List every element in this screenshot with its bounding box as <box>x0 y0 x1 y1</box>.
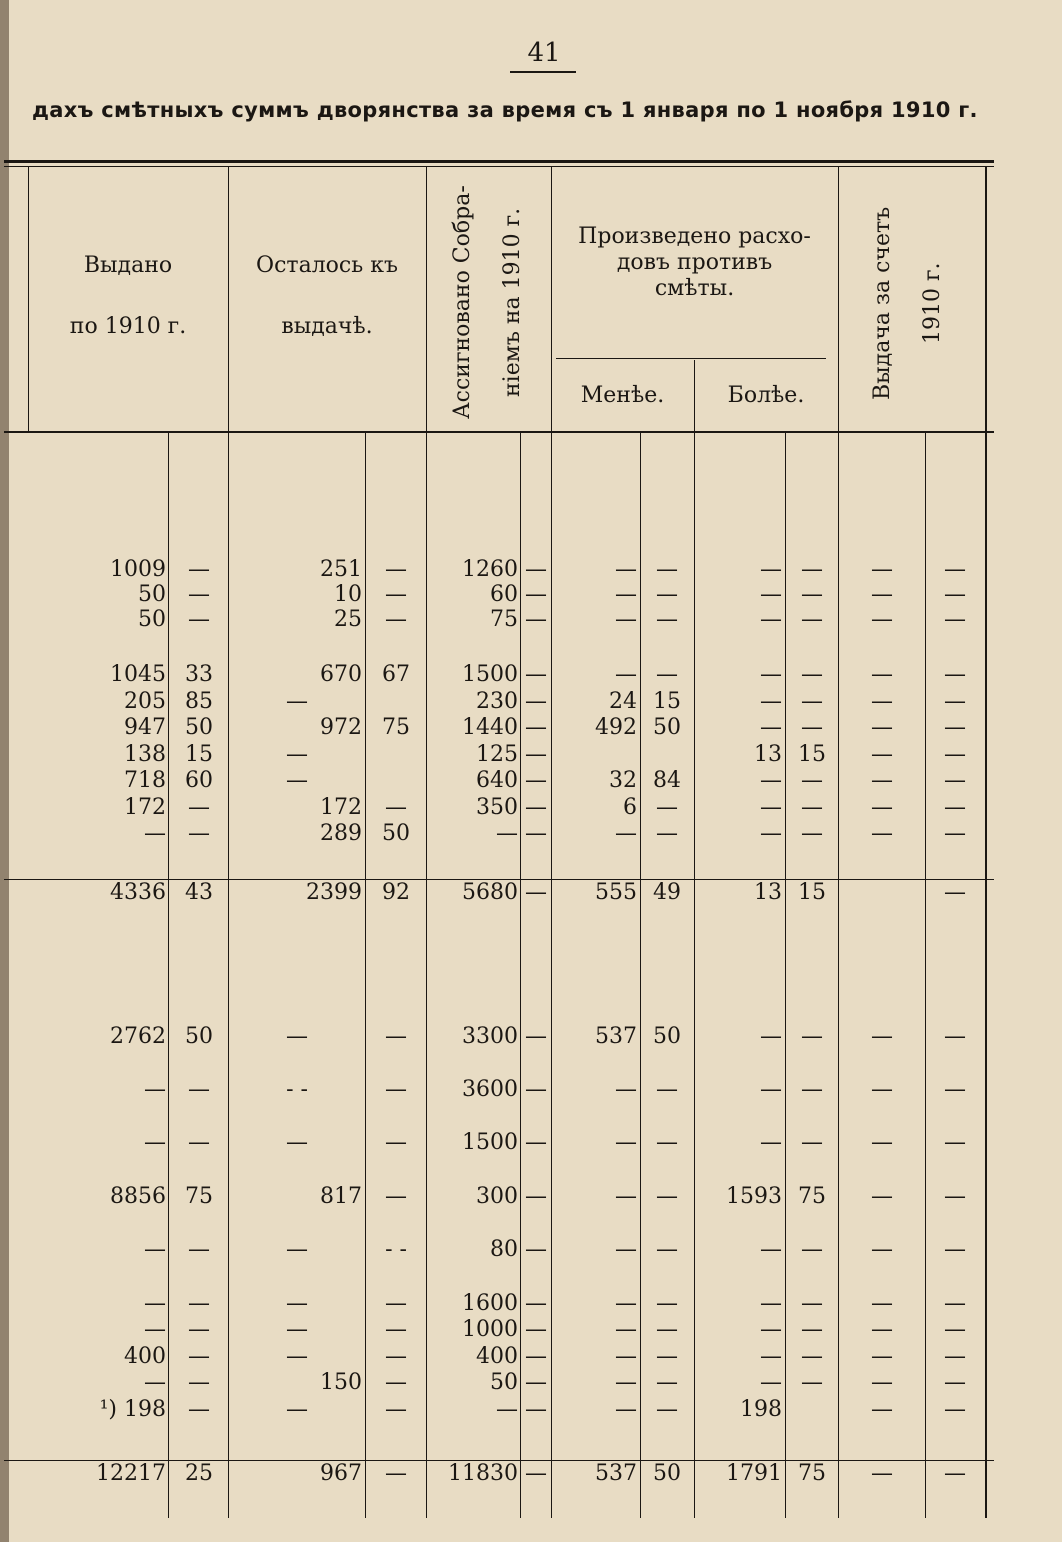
table-cell: 50 <box>382 821 410 846</box>
table-cell: — <box>944 662 966 687</box>
header-divider <box>426 167 427 432</box>
table-cell: 32 <box>609 768 637 793</box>
table-cell: — <box>871 1291 893 1316</box>
table-cell: — <box>525 1397 547 1422</box>
table-cell: — <box>871 795 893 820</box>
table-cell: — <box>385 557 407 582</box>
table-cell: — <box>944 768 966 793</box>
table-cell: 92 <box>382 880 410 905</box>
column-line <box>168 433 169 1518</box>
table-cell: 50 <box>653 1461 681 1486</box>
table-cell: — <box>385 582 407 607</box>
table-cell: 1260 <box>462 557 518 582</box>
table-cell: — <box>525 607 547 632</box>
table-cell: — <box>144 1317 166 1342</box>
table-cell: — <box>871 1130 893 1155</box>
table-cell: 1009 <box>110 557 166 582</box>
table-cell: — <box>525 821 547 846</box>
table-cell: 6 <box>623 795 637 820</box>
table-cell: — <box>871 821 893 846</box>
table-cell: — <box>801 662 823 687</box>
table-cell: — <box>385 1397 407 1422</box>
table-cell: — <box>615 662 637 687</box>
header-divider <box>838 167 839 432</box>
table-cell: — <box>656 1237 678 1262</box>
table-cell: — <box>525 1077 547 1102</box>
table-cell: — <box>385 607 407 632</box>
table-cell: — <box>656 1344 678 1369</box>
header-vydano-1: Выдано <box>83 253 173 278</box>
table-cell: 251 <box>320 557 362 582</box>
table-cell: - - <box>385 1237 407 1262</box>
table-cell: 400 <box>476 1344 518 1369</box>
table-cell: — <box>188 1130 210 1155</box>
table-cell: — <box>385 795 407 820</box>
table-cell: 75 <box>382 715 410 740</box>
table-cell: — <box>656 607 678 632</box>
table-cell: 25 <box>185 1461 213 1486</box>
top-rule-thin <box>4 166 994 167</box>
table-cell: 15 <box>798 742 826 767</box>
table-cell: 172 <box>124 795 166 820</box>
table-cell: — <box>656 1291 678 1316</box>
table-cell: 972 <box>320 715 362 740</box>
table-cell: — <box>944 715 966 740</box>
table-cell: — <box>801 1370 823 1395</box>
table-cell: — <box>944 557 966 582</box>
table-cell: 1500 <box>462 662 518 687</box>
table-cell: 198 <box>740 1397 782 1422</box>
table-cell: 350 <box>476 795 518 820</box>
table-cell: — <box>801 689 823 714</box>
table-cell: — <box>188 557 210 582</box>
table-cell: — <box>525 557 547 582</box>
table-cell: — <box>188 1344 210 1369</box>
table-cell: — <box>525 1024 547 1049</box>
table-cell: — <box>944 582 966 607</box>
header-divider <box>228 167 229 432</box>
table-cell: — <box>188 607 210 632</box>
table-cell: — <box>871 768 893 793</box>
table-cell: 289 <box>320 821 362 846</box>
table-cell: — <box>525 689 547 714</box>
table-cell: — <box>760 1024 782 1049</box>
table-cell: — <box>615 607 637 632</box>
table-cell: — <box>188 821 210 846</box>
column-line <box>785 433 786 1518</box>
table-cell: — <box>944 607 966 632</box>
header-ostalos-1: Осталось къ <box>256 253 398 278</box>
table-cell: — <box>871 742 893 767</box>
table-cell: — <box>188 582 210 607</box>
column-line <box>426 433 427 1518</box>
table-cell: 50 <box>185 1024 213 1049</box>
table-cell: 172 <box>320 795 362 820</box>
table-cell: — <box>144 1237 166 1262</box>
table-cell: — <box>801 1130 823 1155</box>
table-cell: 1440 <box>462 715 518 740</box>
table-cell: 85 <box>185 689 213 714</box>
header-subrule <box>556 358 826 359</box>
table-cell: — <box>944 880 966 905</box>
table-cell: — <box>615 1077 637 1102</box>
table-cell: — <box>760 607 782 632</box>
table-cell: — <box>944 795 966 820</box>
page-number: 41 <box>527 38 561 68</box>
table-cell: — <box>615 1237 637 1262</box>
table-cell: 1045 <box>110 662 166 687</box>
table-cell: 80 <box>490 1237 518 1262</box>
table-cell: — <box>760 715 782 740</box>
table-cell: — <box>656 662 678 687</box>
table-cell: — <box>615 1291 637 1316</box>
table-cell: — <box>525 1317 547 1342</box>
table-cell: 400 <box>124 1344 166 1369</box>
table-cell: — <box>944 1237 966 1262</box>
table-cell: — <box>525 1344 547 1369</box>
table-cell: — <box>286 1237 308 1262</box>
table-cell: 50 <box>185 715 213 740</box>
header-bottom-rule <box>4 431 994 433</box>
table-cell: — <box>286 1291 308 1316</box>
table-cell: — <box>656 1317 678 1342</box>
table-cell: 718 <box>124 768 166 793</box>
table-cell: 640 <box>476 768 518 793</box>
table-cell: — <box>871 557 893 582</box>
table-cell: 537 <box>595 1024 637 1049</box>
table-cell: 150 <box>320 1370 362 1395</box>
header-proizv-3: смѣты. <box>654 276 735 301</box>
column-line <box>551 433 552 1518</box>
table-cell: — <box>760 662 782 687</box>
table-cell: 67 <box>382 662 410 687</box>
table-cell: — <box>496 821 518 846</box>
table-cell: 1791 <box>726 1461 782 1486</box>
table-cell: — <box>871 715 893 740</box>
table-cell: — <box>871 1317 893 1342</box>
header-assign-1: Ассигновано Собра- <box>450 185 475 419</box>
table-cell: 60 <box>185 768 213 793</box>
table-cell: — <box>760 821 782 846</box>
table-cell: — <box>944 1461 966 1486</box>
table-cell: — <box>801 1344 823 1369</box>
table-cell: 13 <box>754 880 782 905</box>
page-binding-edge <box>0 0 9 1542</box>
table-cell: — <box>144 1130 166 1155</box>
table-cell: — <box>188 1317 210 1342</box>
table-cell: — <box>871 582 893 607</box>
table-cell: — <box>525 1461 547 1486</box>
table-cell: — <box>871 607 893 632</box>
table-cell: 13 <box>754 742 782 767</box>
column-line <box>365 433 366 1518</box>
table-cell: — <box>525 795 547 820</box>
table-cell: 1000 <box>462 1317 518 1342</box>
table-cell: ¹) 198 <box>99 1397 166 1422</box>
table-cell: — <box>144 1370 166 1395</box>
table-cell: — <box>525 880 547 905</box>
table-cell: — <box>188 795 210 820</box>
table-cell: — <box>871 1184 893 1209</box>
table-cell: — <box>286 1130 308 1155</box>
table-cell: 1500 <box>462 1130 518 1155</box>
table-cell: — <box>188 1237 210 1262</box>
table-cell: — <box>615 1397 637 1422</box>
column-line <box>838 433 839 1518</box>
table-cell: 10 <box>334 582 362 607</box>
table-cell: — <box>615 1184 637 1209</box>
table-cell: — <box>286 1317 308 1342</box>
table-cell: 1593 <box>726 1184 782 1209</box>
table-cell: — <box>286 1024 308 1049</box>
table-cell: — <box>525 1130 547 1155</box>
table-cell: 75 <box>798 1461 826 1486</box>
table-cell: — <box>801 715 823 740</box>
table-cell: — <box>615 1130 637 1155</box>
table-cell: — <box>385 1344 407 1369</box>
table-cell: 84 <box>653 768 681 793</box>
table-cell: 75 <box>185 1184 213 1209</box>
table-cell: 15 <box>185 742 213 767</box>
table-cell: — <box>144 821 166 846</box>
table-cell: 4336 <box>110 880 166 905</box>
table-cell: — <box>188 1397 210 1422</box>
table-cell: 205 <box>124 689 166 714</box>
table-cell: — <box>525 715 547 740</box>
column-line <box>520 433 521 1518</box>
table-cell: — <box>385 1370 407 1395</box>
table-cell: 15 <box>798 880 826 905</box>
table-cell: 947 <box>124 715 166 740</box>
table-cell: 75 <box>798 1184 826 1209</box>
table-cell: — <box>656 1184 678 1209</box>
table-cell: 2762 <box>110 1024 166 1049</box>
table-cell: — <box>286 768 308 793</box>
table-cell: — <box>944 742 966 767</box>
table-cell: — <box>286 689 308 714</box>
table-cell: — <box>871 1370 893 1395</box>
table-cell: — <box>760 1291 782 1316</box>
table-cell: 817 <box>320 1184 362 1209</box>
table-cell: 50 <box>653 715 681 740</box>
table-cell: — <box>760 1237 782 1262</box>
table-cell: — <box>525 1291 547 1316</box>
table-cell: — <box>944 1397 966 1422</box>
table-cell: — <box>760 1317 782 1342</box>
table-cell: 75 <box>490 607 518 632</box>
table-cell: 555 <box>595 880 637 905</box>
header-proizv-2: довъ противъ <box>616 250 773 275</box>
table-cell: 50 <box>138 582 166 607</box>
table-cell: — <box>656 1077 678 1102</box>
table-cell: 5680 <box>462 880 518 905</box>
table-cell: — <box>525 662 547 687</box>
table-cell: — <box>801 607 823 632</box>
table-cell: — <box>871 1024 893 1049</box>
table-cell: — <box>525 742 547 767</box>
table-cell: 12217 <box>96 1461 166 1486</box>
table-cell: 15 <box>653 689 681 714</box>
table-cell: — <box>760 1130 782 1155</box>
table-cell: 1600 <box>462 1291 518 1316</box>
table-cell: — <box>188 1077 210 1102</box>
header-assign-2: ніемъ на 1910 г. <box>500 207 525 397</box>
column-line <box>925 433 926 1518</box>
table-cell: — <box>188 1370 210 1395</box>
table-cell: — <box>801 768 823 793</box>
table-cell: — <box>615 1370 637 1395</box>
table-cell: 50 <box>138 607 166 632</box>
table-cell: 60 <box>490 582 518 607</box>
table-cell: — <box>801 795 823 820</box>
table-cell: — <box>385 1461 407 1486</box>
table-cell: 49 <box>653 880 681 905</box>
table-cell: 537 <box>595 1461 637 1486</box>
table-cell: — <box>525 768 547 793</box>
table-cell: — <box>944 1130 966 1155</box>
table-cell: — <box>656 795 678 820</box>
table-cell: — <box>801 557 823 582</box>
table-cell: — <box>656 1130 678 1155</box>
table-cell: — <box>801 1291 823 1316</box>
table-cell: — <box>760 795 782 820</box>
table-cell: — <box>286 1344 308 1369</box>
table-cell: — <box>286 1397 308 1422</box>
table-cell: — <box>615 1344 637 1369</box>
header-vydacha-1: Выдача за счетъ <box>870 206 895 400</box>
table-cell: — <box>801 1237 823 1262</box>
table-cell: 8856 <box>110 1184 166 1209</box>
table-cell: — <box>801 582 823 607</box>
table-cell: — <box>385 1130 407 1155</box>
table-cell: — <box>656 1397 678 1422</box>
table-cell: — <box>656 557 678 582</box>
table-cell: — <box>760 557 782 582</box>
table-cell: — <box>385 1317 407 1342</box>
table-cell: — <box>871 1344 893 1369</box>
table-cell: — <box>385 1291 407 1316</box>
table-cell: — <box>760 1077 782 1102</box>
table-cell: — <box>144 1077 166 1102</box>
table-cell: — <box>496 1397 518 1422</box>
table-cell: — <box>801 821 823 846</box>
column-line <box>228 433 229 1518</box>
table-cell: — <box>760 689 782 714</box>
table-cell: 670 <box>320 662 362 687</box>
table-cell: — <box>615 557 637 582</box>
table-cell: — <box>656 582 678 607</box>
header-menee: Менѣе. <box>580 383 665 408</box>
table-cell: — <box>656 1370 678 1395</box>
table-cell: 43 <box>185 880 213 905</box>
table-cell: — <box>286 742 308 767</box>
table-cell: — <box>801 1077 823 1102</box>
header-divider <box>28 167 29 432</box>
table-cell: 33 <box>185 662 213 687</box>
table-cell: — <box>525 1237 547 1262</box>
header-bolee: Болѣе. <box>727 383 805 408</box>
table-cell: 230 <box>476 689 518 714</box>
table-cell: — <box>944 1024 966 1049</box>
table-cell: — <box>801 1024 823 1049</box>
table-cell: — <box>385 1024 407 1049</box>
table-cell: — <box>871 1461 893 1486</box>
table-cell: 25 <box>334 607 362 632</box>
table-cell: 3600 <box>462 1077 518 1102</box>
table-cell: 3300 <box>462 1024 518 1049</box>
table-cell: — <box>188 1291 210 1316</box>
table-cell: — <box>944 821 966 846</box>
table-cell: 492 <box>595 715 637 740</box>
table-cell: — <box>944 1344 966 1369</box>
table-cell: 125 <box>476 742 518 767</box>
table-cell: 2399 <box>306 880 362 905</box>
table-cell: — <box>525 1184 547 1209</box>
column-line <box>985 433 987 1518</box>
header-proizv-1: Произведено расхо- <box>578 224 811 249</box>
header-divider <box>985 167 987 432</box>
table-cell: — <box>871 1077 893 1102</box>
table-cell: — <box>760 1344 782 1369</box>
table-cell: 300 <box>476 1184 518 1209</box>
table-cell: — <box>871 1397 893 1422</box>
column-line <box>694 433 695 1518</box>
table-cell: 50 <box>653 1024 681 1049</box>
top-rule-thick <box>4 160 994 163</box>
column-line <box>640 433 641 1518</box>
table-cell: — <box>801 1317 823 1342</box>
table-cell: — <box>760 1370 782 1395</box>
header-vydacha-2: 1910 г. <box>920 262 945 344</box>
table-cell: — <box>760 582 782 607</box>
table-cell: — <box>944 1184 966 1209</box>
table-cell: 11830 <box>448 1461 518 1486</box>
table-cell: — <box>525 582 547 607</box>
table-cell: — <box>615 821 637 846</box>
table-cell: — <box>385 1077 407 1102</box>
table-cell: 138 <box>124 742 166 767</box>
table-cell: — <box>656 821 678 846</box>
table-cell: — <box>871 1237 893 1262</box>
table-cell: 50 <box>490 1370 518 1395</box>
table-cell: — <box>944 1291 966 1316</box>
table-cell: — <box>944 689 966 714</box>
table-cell: — <box>385 1184 407 1209</box>
table-cell: 967 <box>320 1461 362 1486</box>
page-title: дахъ смѣтныхъ суммъ дворянства за время съ 1 января по 1 ноября 1910 г. <box>32 98 978 122</box>
page-number-underline <box>510 71 576 73</box>
table-cell: — <box>144 1291 166 1316</box>
table-cell: — <box>944 1317 966 1342</box>
table-cell: — <box>615 582 637 607</box>
header-ostalos-2: выдачѣ. <box>281 314 373 339</box>
table-cell: — <box>944 1077 966 1102</box>
table-cell: — <box>871 689 893 714</box>
table-cell: - - <box>286 1077 308 1102</box>
table-cell: — <box>760 768 782 793</box>
table-cell: 24 <box>609 689 637 714</box>
table-cell: — <box>944 1370 966 1395</box>
table-cell: — <box>525 1370 547 1395</box>
header-vydano-2: по 1910 г. <box>69 314 187 339</box>
table-cell: — <box>615 1317 637 1342</box>
table-cell: — <box>871 662 893 687</box>
